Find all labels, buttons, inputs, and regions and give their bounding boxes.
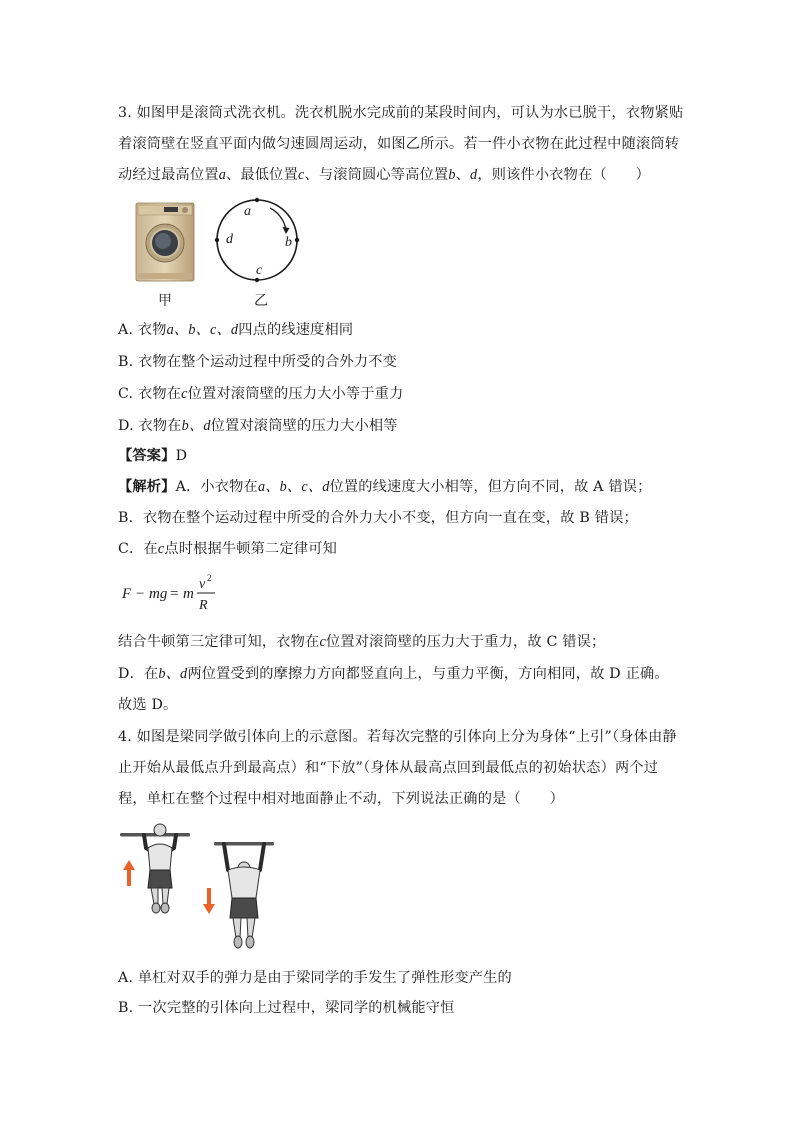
q3-answer: 【答案】D — [118, 448, 188, 464]
q3-option-d: D. 衣物在b、d位置对滚筒壁的压力大小相等 — [118, 418, 398, 434]
svg-text:−: − — [136, 586, 145, 602]
q3-line-2: 着滚筒壁在竖直平面内做匀速圆周运动，如图乙所示。若一件小衣物在此过程中随滚筒转 — [118, 136, 680, 152]
q3-analysis-1: 【解析】A．小衣物在a、b、c、d位置的线速度大小相等，但方向不同，故 A 错误； — [118, 479, 652, 495]
svg-text:v: v — [199, 577, 206, 592]
q3-option-a: A. 衣物a、b、c、d四点的线速度相同 — [118, 322, 354, 338]
q3-analysis-6: 故选 D。 — [118, 697, 178, 713]
q3-option-b: B. 衣物在整个运动过程中所受的合外力不变 — [118, 354, 398, 370]
svg-text:m: m — [183, 586, 194, 602]
q4-line-1: 4. 如图是梁同学做引体向上的示意图。若每次完整的引体向上分为身体“上引”（身体由静 — [118, 729, 677, 745]
label-c: c — [256, 263, 263, 278]
q3-line-1: 3. 如图甲是滚筒式洗衣机。洗衣机脱水完成前的某段时间内，可认为水已脱干，衣物紧贴 — [118, 105, 684, 121]
q4-line-3: 程，单杠在整个过程中相对地面静止不动，下列说法正确的是（ ） — [118, 791, 565, 807]
q3-analysis-5: D．在b、d两位置受到的摩擦力方向都竖直向上，与重力平衡，方向相同，故 D 正确。 — [118, 666, 669, 682]
pull-up-figure — [118, 818, 280, 954]
label-d: d — [226, 232, 233, 247]
q3-option-c: C. 衣物在c位置对滚筒壁的压力大小等于重力 — [118, 386, 404, 402]
label-b: b — [285, 235, 292, 250]
figure-caption-yi: 乙 — [254, 293, 268, 309]
q3-line-3: 动经过最高位置a、最低位置c、与滚筒圆心等高位置b、d，则该件小衣物在（ ） — [118, 167, 650, 183]
svg-text:=: = — [170, 586, 179, 602]
newton-second-law-formula — [120, 568, 230, 616]
q4-line-2: 止开始从最低点升到最高点）和“下放”（身体从最高点回到最低点的初始状态）两个过 — [118, 760, 659, 776]
q3-analysis-2: B．衣物在整个运动过程中所受的合外力大小不变，但方向一直在变，故 B 错误； — [118, 510, 638, 526]
label-a: a — [244, 204, 251, 219]
washing-machine-figure — [134, 201, 198, 285]
figure-caption-jia: 甲 — [158, 293, 172, 309]
q3-analysis-4: 结合牛顿第三定律可知，衣物在c位置对滚筒壁的压力大于重力，故 C 错误； — [118, 634, 606, 650]
svg-text:mg: mg — [149, 586, 168, 602]
svg-text:F: F — [122, 586, 132, 602]
svg-text:R: R — [199, 598, 208, 613]
q3-analysis-3: C．在c点时根据牛顿第二定律可知 — [118, 541, 337, 557]
q4-option-b: B. 一次完整的引体向上过程中，梁同学的机械能守恒 — [118, 1000, 455, 1016]
q4-option-a: A. 单杠对双手的弹力是由于梁同学的手发生了弹性形变产生的 — [118, 970, 512, 986]
svg-text:2: 2 — [207, 573, 212, 583]
